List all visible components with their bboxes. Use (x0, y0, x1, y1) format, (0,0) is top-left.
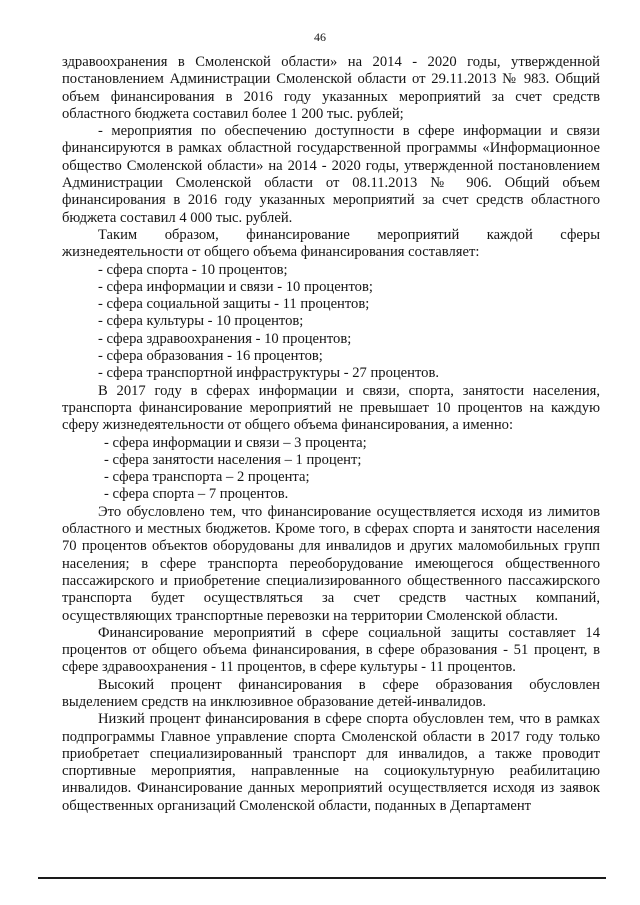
paragraph-3: Таким образом, финансирование мероприятий каждой сферы жизнедеятельности от общего объема финансирования составляет: (62, 226, 600, 261)
paragraph-5: Это обусловлено тем, что финансирование осуществляется исходя из лимитов областного и местных бюджетов. Кроме того, в сферах спорта и занятости населения 70 процентов объектов оборудованы для инвалидов и других маломобильных групп населения; в сфере транспорта переоборудование имеющегося общественного пассажирского и приобретение специализированного общественного пассажирского транспорта будет осуществляться за счет средств частных компаний, осуществляющих транспортные перевозки на территории Смоленской области. (62, 503, 600, 624)
list-item: - сфера спорта – 7 процентов. (104, 486, 289, 503)
list-item: - сфера образования - 16 процентов; (98, 348, 323, 365)
paragraph-7: Высокий процент финансирования в сфере образования обусловлен выделением средств на инклюзивное образование детей-инвалидов. (62, 676, 600, 710)
list-2017 (62, 435, 600, 504)
list-item: - сфера спорта - 10 процентов; (98, 261, 288, 278)
list-2016 (62, 262, 600, 383)
list-item: - сфера социальной защиты - 11 процентов; (98, 296, 370, 313)
list-item: - сфера занятости населения – 1 процент; (104, 451, 362, 468)
list-item: - сфера информации и связи - 10 процентов; (98, 278, 373, 295)
paragraph-1: здравоохранения в Смоленской области» на 2014 - 2020 годы, утвержденной постановлением Администрации Смоленской области от 29.11.2013 № 983. Общий объем финансирования в 2016 году указанных мероприятий за счет средств областного бюджета составил более 1 200 тыс. рублей; (62, 54, 600, 122)
list-item: - сфера транспорта – 2 процента; (104, 469, 310, 486)
paragraph-6: Финансирование мероприятий в сфере социальной защиты составляет 14 процентов от общего объема финансирования, в сфере образования - 51 процент, в сфере здравоохранения - 11 процентов, в сфере культуры - 11 процентов. (62, 624, 600, 676)
paragraph-2: - мероприятия по обеспечению доступности в сфере информации и связи финансируются в рамках областной государственной программы «Информационное общество Смоленской области» на 2014 - 2020 годы, утвержденной постановлением Администрации Смоленской области от 08.11.2013 № 906. Общий объем финансирования в 2016 году указанных мероприятий за счет средств областного бюджета составил 4 000 тыс. рублей. (62, 123, 600, 226)
page-number: 46 (314, 30, 326, 44)
paragraph-4: В 2017 году в сферах информации и связи, спорта, занятости населения, транспорта финансирование мероприятий не превышает 10 процентов на каждую сферу жизнедеятельности от общего объема финансирования, а именно: (62, 382, 600, 434)
list-item: - сфера информации и связи – 3 процента; (104, 434, 367, 451)
list-item: - сфера транспортной инфраструктуры - 27 процентов. (98, 365, 439, 382)
paragraph-8: Низкий процент финансирования в сфере спорта обусловлен тем, что в рамках подпрограммы Главное управление спорта Смоленской области в 2017 году только приобретает специализированный транспорт для инвалидов, а также проводит спортивные мероприятия, направленные на социокультурную реабилитацию инвалидов. Финансирование данных мероприятий осуществляется исходя из заявок общественных организаций Смоленской области, поданных в Департамент (62, 711, 600, 814)
bottom-rule (38, 877, 606, 879)
list-item: - сфера культуры - 10 процентов; (98, 313, 304, 330)
list-item: - сфера здравоохранения - 10 процентов; (98, 330, 352, 347)
document-body (62, 54, 600, 815)
